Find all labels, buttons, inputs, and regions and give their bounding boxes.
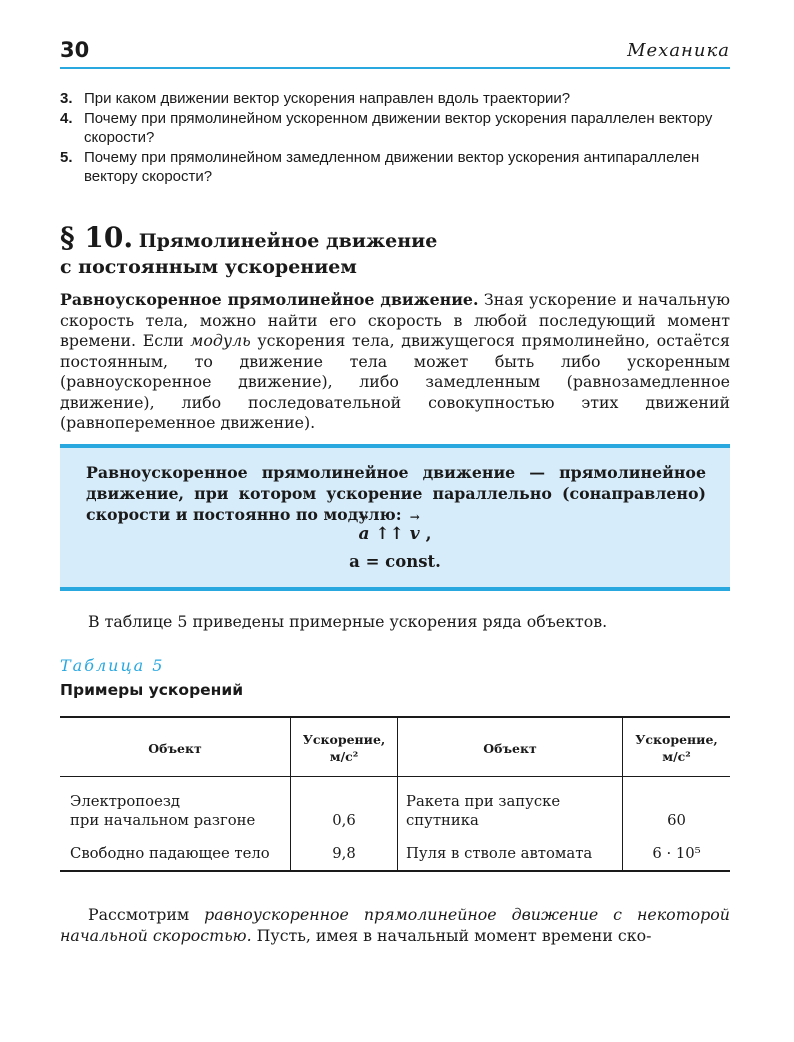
table-header-acceleration	[291, 731, 397, 765]
page-header	[60, 38, 730, 68]
table-label: Таблица 5	[60, 656, 165, 675]
parallel-arrows: ↑↑	[369, 524, 410, 544]
paragraph-text: Зная ускорение и начальную скорость тела, можно найти его скорость в любой последующий момент времени. Если	[60, 290, 730, 350]
cell-line: Ракета при запуске	[406, 793, 561, 810]
section-title-line1: Прямолинейное движение	[138, 230, 438, 252]
definition-box	[60, 444, 730, 591]
paragraph-text: ускорения тела, движущегося прямолинейно, остаётся постоянным, то движение тела может быть либо ускоренным (равноускоренное движение), либо замедленным (равнозамедленное движение), либо последовательной совокупностью этих движений (равнопеременное движение).	[60, 331, 730, 432]
accelerations-table	[60, 716, 730, 872]
cell-line: при начальном разгоне	[70, 812, 256, 829]
cell-line: Электропоезд	[70, 793, 181, 810]
vector-a: → a	[358, 524, 369, 544]
paragraph-italic: модуль	[190, 331, 251, 350]
table-cell-value: 6 · 10⁵	[652, 845, 701, 862]
questions-list	[60, 89, 730, 187]
header-rule	[60, 67, 730, 69]
running-title: Механика	[627, 40, 730, 61]
formula-tail: ,	[419, 524, 432, 544]
table-header-object: Объект	[483, 741, 537, 756]
cell-line: спутника	[406, 812, 479, 829]
question-item	[60, 89, 730, 109]
table-cell-object	[70, 792, 290, 830]
header-line: Ускорение,	[635, 732, 718, 747]
table-cell-value: 0,6	[332, 812, 356, 829]
table-cell-object	[406, 792, 620, 830]
paragraph-text: Пусть, имея в начальный момент времени ско-	[251, 926, 652, 945]
question-number: 3.	[60, 90, 73, 107]
question-number: 5.	[60, 148, 73, 166]
section-heading	[60, 221, 730, 278]
question-text: Почему при прямолинейном ускоренном движении вектор ускорения параллелен вектору скорости?	[84, 109, 713, 146]
question-item	[60, 148, 730, 187]
formula-const: a = const.	[349, 552, 441, 571]
table-header-acceleration	[623, 731, 730, 765]
header-line: Ускорение,	[302, 732, 386, 747]
paragraph-italic: равноускоренное прямолинейное движение с некоторой начальной скоростью.	[60, 905, 730, 945]
question-item	[60, 109, 730, 148]
section-number: § 10.	[60, 221, 134, 254]
section-title-line2: с постоянным ускорением	[60, 256, 357, 278]
table-header-rule	[60, 776, 730, 777]
final-paragraph	[60, 904, 730, 946]
table-cell-object: Свободно падающее тело	[70, 845, 270, 862]
header-unit: м/с²	[662, 749, 691, 764]
table-title: Примеры ускорений	[60, 681, 244, 699]
question-number: 4.	[60, 109, 73, 127]
main-paragraph	[60, 290, 730, 434]
question-text: Почему при прямолинейном замедленном движении вектор ускорения антипараллелен вектору скорости?	[84, 148, 700, 185]
page-number: 30	[60, 38, 90, 62]
table-cell-object: Пуля в стволе автомата	[406, 845, 593, 862]
header-unit: м/с²	[329, 749, 359, 764]
table-cell-value: 9,8	[332, 845, 356, 862]
paragraph-lead: Равноускоренное прямолинейное движение.	[60, 290, 479, 309]
table-intro: В таблице 5 приведены примерные ускорения ряда объектов.	[88, 612, 608, 631]
vector-v: → v	[410, 524, 420, 544]
paragraph-text: Рассмотрим	[88, 905, 205, 924]
question-text: При каком движении вектор ускорения направлен вдоль траектории?	[84, 90, 571, 107]
definition-text: Равноускоренное прямолинейное движение — прямолинейное движение, при котором ускорение параллельно (сонаправлено) скорости и постоянно по модулю:	[86, 463, 706, 524]
table-cell-value: 60	[667, 812, 686, 829]
table-header-object: Объект	[148, 741, 202, 756]
formula-codirectional	[60, 524, 730, 544]
